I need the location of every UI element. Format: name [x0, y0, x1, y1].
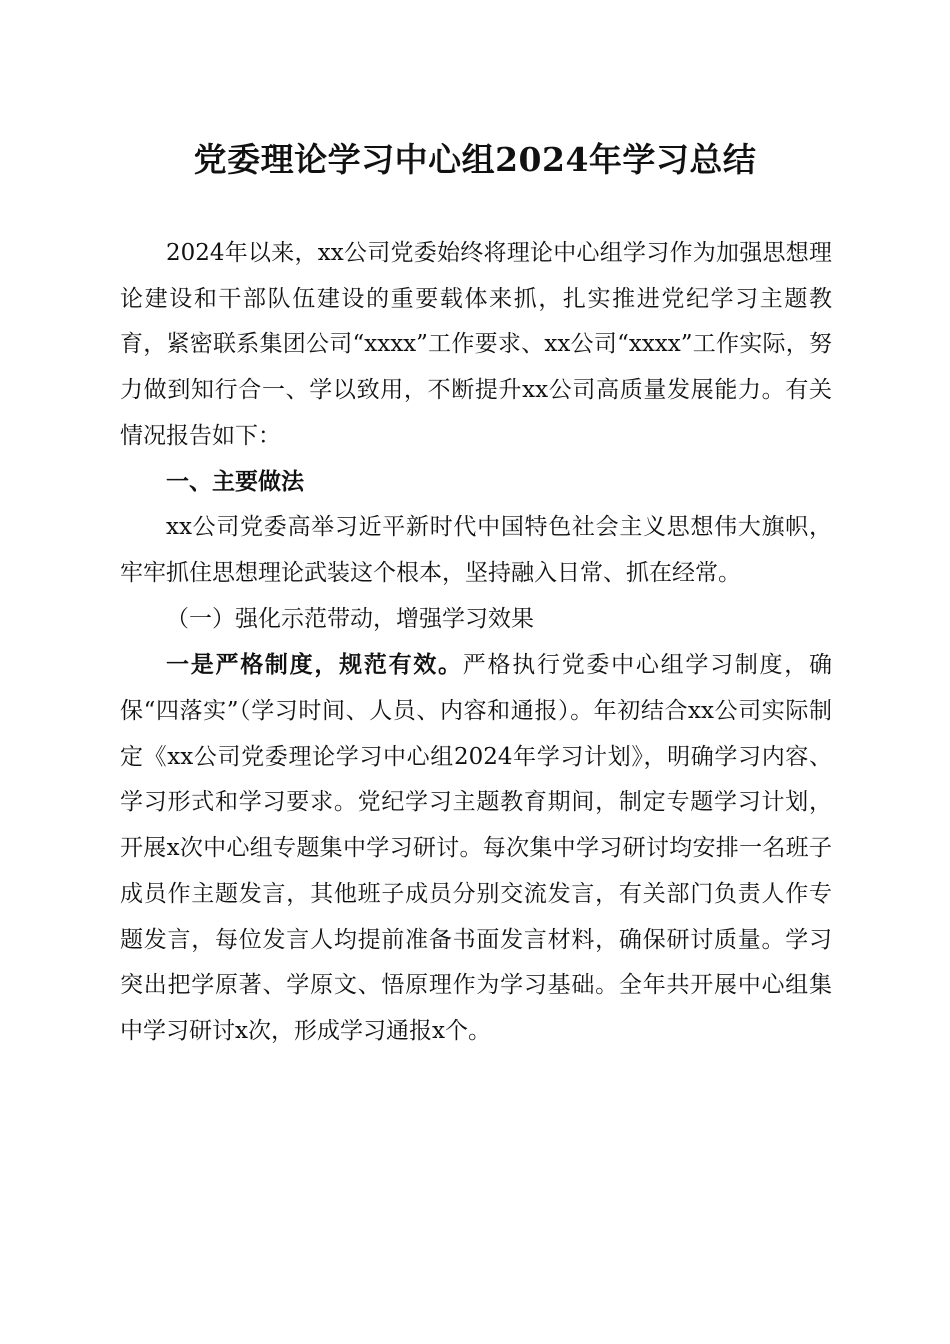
point-body: 严格执行党委中心组学习制度，确保“四落实”（学习时间、人员、内容和通报）。年初结合xx公司实际制定《xx公司党委理论学习中心组2024年学习计划》，明确学习内容、学习形式和学习要求。党纪学习主题教育期间，制定专题学习计划，开展x次中心组专题集中学习研讨。每次集中学习研讨均安排一名班子成员作主题发言，其他班子成员分别交流发言，有关部门负责人作专题发言，每位发言人均提前准备书面发言材料，确保研讨质量。学习突出把学原著、学原文、悟原理作为学习基础。全年共开展中心组集中学习研讨x次，形成学习通报x个。 [120, 652, 833, 1044]
intro-paragraph: 2024年以来，xx公司党委始终将理论中心组学习作为加强思想理论建设和干部队伍建设的重要载体来抓，扎实推进党纪学习主题教育，紧密联系集团公司“xxxx”工作要求、xx公司“xxxx”工作实际，努力做到知行合一、学以致用，不断提升xx公司高质量发展能力。有关情况报告如下： [120, 240, 832, 449]
subsection-heading: （一）强化示范带动，增强学习效果 [166, 605, 534, 632]
document-body [120, 231, 832, 1055]
section-paragraph: xx公司党委高举习近平新时代中国特色社会主义思想伟大旗帜，牢牢抓住思想理论武装这个根本，坚持融入日常、抓在经常。 [120, 514, 832, 586]
point-paragraph [120, 642, 832, 1054]
document-title: 党委理论学习中心组2024年学习总结 [193, 140, 757, 179]
point-lead: 一是严格制度，规范有效。 [166, 651, 463, 679]
section-heading-main-practices: 一、主要做法 [166, 468, 304, 495]
